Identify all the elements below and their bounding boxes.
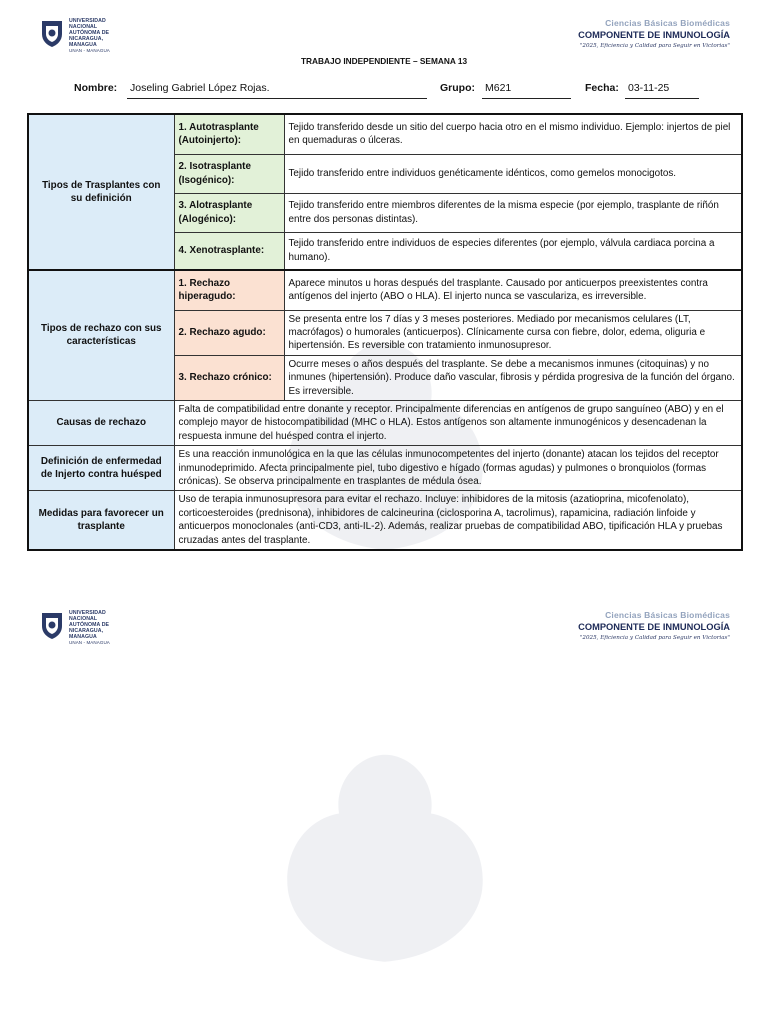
brand-motto: "2025, Eficiencia y Calidad para Seguir en Victorias" — [579, 43, 730, 49]
date-label: Fecha: — [585, 82, 619, 94]
university-line: MANAGUA — [69, 42, 97, 48]
table-row — [28, 270, 742, 310]
university-line: MANAGUA — [69, 634, 97, 640]
page-header — [40, 14, 730, 60]
desc-rejection-causes: Falta de compatibilidad entre donante y receptor. Principalmente diferencias en antígenos de grupo sanguíneo (ABO) y en el complejo mayor de histocompatibilidad (MHC o HLA). Estos antígenos son altamente inmunogénicos y desencadenan la respuesta inmune del huésped contra el injerto. — [174, 400, 742, 445]
category-transplant-types: Tipos de Trasplantes con su definición — [28, 114, 174, 270]
category-rejection-types: Tipos de rechazo con sus características — [28, 270, 174, 400]
university-line: NACIONAL — [69, 24, 98, 30]
name-value: Joseling Gabriel López Rojas. — [127, 82, 427, 99]
desc-chronic-rejection: Ocurre meses o años después del trasplante. Se debe a mecanismos inmunes (citoquinas) y no inmunes (hipertensión). Produce daño vascular, fibrosis y pérdida progresiva de la función del órgano. Es irreversible. — [284, 355, 742, 400]
desc-autotransplant: Tejido transferido desde un sitio del cuerpo hacia otro en el mismo individuo. Ejemplo: injertos de piel en quemaduras o úlceras. — [284, 114, 742, 154]
group-label: Grupo: — [440, 82, 475, 94]
page-header — [40, 606, 730, 652]
brand-title: COMPONENTE DE INMUNOLOGÍA — [578, 622, 730, 632]
university-line: UNIVERSIDAD — [69, 18, 106, 24]
category-gvhd: Definición de enfermedad de Injerto contra huésped — [28, 446, 174, 491]
table-row — [28, 400, 742, 445]
university-line: NICARAGUA, — [69, 628, 104, 634]
term-chronic-rejection: 3. Rechazo crónico: — [174, 355, 284, 400]
desc-measures: Uso de terapia inmunosupresora para evitar el rechazo. Incluye: inhibidores de la mitosis (azatioprina, micofenolato), corticoesteroides (prednisona), inhibidores de calcineurina (ciclosporina A, tacrolimus), rapamicina, radiación linfoide y anticuerpos monoclonales (anti-CD3, anti-IL-2). Además, realizar pruebas de compatibilidad ABO, tipificación HLA y pruebas cruzadas antes del trasplante. — [174, 491, 742, 550]
desc-gvhd: Es una reacción inmunológica en la que las células inmunocompetentes del injerto (donante) atacan los tejidos del receptor inmunodeprimido. Afecta principalmente piel, tubo digestivo e hígado (formas agudas) y pulmones o bronquiolos (formas crónicas). Se observa principalmente en trasplantes de médula ósea. — [174, 446, 742, 491]
watermark-emblem-icon — [255, 742, 515, 972]
table-row — [28, 491, 742, 550]
table-row — [28, 114, 742, 154]
university-line: UNAN - MANAGUA — [69, 48, 110, 53]
category-measures: Medidas para favorecer un trasplante — [28, 491, 174, 550]
university-name — [69, 610, 110, 646]
department-brand — [578, 610, 730, 641]
university-logo — [40, 606, 160, 652]
term-acute-rejection: 2. Rechazo agudo: — [174, 310, 284, 355]
university-name — [69, 18, 110, 54]
transplant-table — [27, 113, 743, 551]
university-line: AUTÓNOMA DE — [69, 622, 110, 628]
desc-hyperacute-rejection: Aparece minutos u horas después del trasplante. Causado por anticuerpos preexistentes contra antígenos del injerto (ABO o HLA). El injerto nunca se vasculariza, es irreversible. — [284, 270, 742, 310]
term-isotransplant: 2. Isotrasplante (Isogénico): — [174, 154, 284, 193]
table-row — [28, 446, 742, 491]
university-line: NACIONAL — [69, 616, 98, 622]
university-shield-icon — [40, 18, 64, 48]
page-2 — [0, 592, 768, 1024]
brand-motto: "2025, Eficiencia y Calidad para Seguir en Victorias" — [579, 635, 730, 641]
group-value: M621 — [482, 82, 571, 99]
desc-isotransplant: Tejido transferido entre individuos genéticamente idénticos, como gemelos monocigotos. — [284, 154, 742, 193]
desc-allotransplant: Tejido transferido entre miembros diferentes de la misma especie (por ejemplo, trasplante de riñón entre dos personas distintas). — [284, 193, 742, 232]
brand-title: COMPONENTE DE INMUNOLOGÍA — [578, 30, 730, 40]
document-title: TRABAJO INDEPENDIENTE – SEMANA 13 — [300, 56, 468, 66]
desc-xenotransplant: Tejido transferido entre individuos de especies diferentes (por ejemplo, válvula cardiaca porcina a humano). — [284, 232, 742, 270]
brand-subtitle: Ciencias Básicas Biomédicas — [605, 18, 730, 28]
university-line: UNIVERSIDAD — [69, 610, 106, 616]
category-rejection-causes: Causas de rechazo — [28, 400, 174, 445]
term-xenotransplant: 4. Xenotrasplante: — [174, 232, 284, 270]
university-shield-icon — [40, 610, 64, 640]
university-line: NICARAGUA, — [69, 36, 104, 42]
student-info-row — [0, 80, 768, 102]
brand-subtitle: Ciencias Básicas Biomédicas — [605, 610, 730, 620]
university-line: AUTÓNOMA DE — [69, 30, 110, 36]
date-value: 03-11-25 — [625, 82, 699, 99]
term-autotransplant: 1. Autotrasplante (Autoinjerto): — [174, 114, 284, 154]
name-label: Nombre: — [74, 82, 118, 94]
university-line: UNAN - MANAGUA — [69, 640, 110, 645]
term-allotransplant: 3. Alotrasplante (Alogénico): — [174, 193, 284, 232]
desc-acute-rejection: Se presenta entre los 7 días y 3 meses posteriores. Mediado por mecanismos celulares (LT, macrófagos) o humorales (anticuerpos). Clínicamente cursa con fiebre, dolor, edema, oliguria e hipertensión. Es reversible con tratamiento inmunosupresor. — [284, 310, 742, 355]
university-logo — [40, 14, 160, 60]
department-brand — [578, 18, 730, 49]
term-hyperacute-rejection: 1. Rechazo hiperagudo: — [174, 270, 284, 310]
